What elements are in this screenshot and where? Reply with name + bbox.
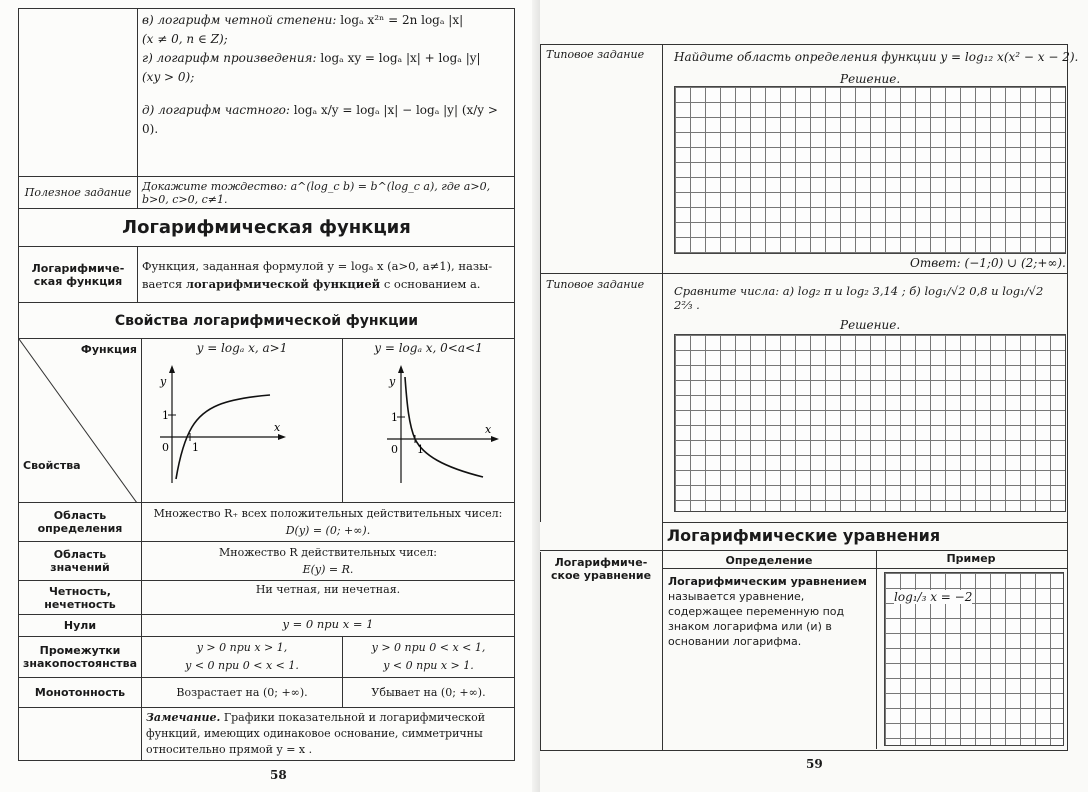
eq-example-head: Пример (946, 552, 996, 565)
definition-label: Логарифмиче-ская функция (19, 247, 138, 303)
note-cell (141, 708, 514, 761)
eq-def-head: Определение (725, 554, 813, 567)
graph1-title: y = logₐ x, a>1 (196, 341, 288, 355)
right-label-column (540, 44, 663, 751)
mono-b: Убывает на (0; +∞). (342, 678, 514, 708)
y-label-2: y (388, 375, 396, 388)
sign-a2: y < 0 при 0 < x < 1. (185, 659, 299, 672)
graph-decreasing (343, 355, 513, 495)
eq-col-divider (876, 550, 877, 749)
log-properties-table (18, 8, 515, 339)
right-page (540, 0, 1088, 792)
section-title-equations: Логарифмические уравнения (666, 526, 941, 545)
properties-table (18, 338, 515, 761)
page-number-right: 59 (806, 757, 823, 771)
row-domain-line2: D(y) = (0; +∞). (285, 524, 371, 537)
eq-def-text: называется уравнение, содержащее переменную под знаком логарифма или (и) в основании логарифма. (668, 590, 845, 648)
graph2-title: y = logₐ x, 0<a<1 (374, 341, 483, 355)
origin-label: 0 (161, 441, 169, 454)
row-parity-label: Четность, нечетность (19, 581, 142, 615)
equation-label: Логарифмиче-ское уравнение (550, 556, 652, 582)
eq-def-bold: Логарифмическим уравнением (668, 575, 867, 588)
useful-task-label: Полезное задание (19, 177, 138, 209)
diagonal-line (19, 339, 137, 503)
task2-solution: Решение. (840, 318, 901, 332)
prop-d-formula: logₐ x/y = logₐ |x| − logₐ |y| (x/y > 0). (142, 103, 498, 136)
row-domain-value (141, 503, 514, 542)
prop-g-cond: (xy > 0); (142, 70, 195, 84)
y-one-label: 1 (161, 409, 169, 422)
eq-definition (668, 574, 872, 649)
task1-answer: Ответ: (−1;0) ∪ (2;+∞). (910, 256, 1066, 270)
prop-g-formula: logₐ xy = logₐ |x| + logₐ |y| (320, 51, 481, 65)
prop-d-label: д) логарифм частного: (142, 103, 290, 117)
row-zeros-label: Нули (19, 615, 142, 637)
definition-text-part1: Функция, заданная формулой y = logₐ x (a>0, a≠1), назы-вается (142, 258, 493, 291)
row-domain-line1: Множество R₊ всех положительных действительных чисел: (153, 507, 503, 520)
row-mono-label: Монотонность (19, 678, 142, 708)
log-curve-decreasing (405, 377, 483, 477)
sign-b1: y > 0 при 0 < x < 1, (371, 641, 486, 654)
useful-task-text: Докажите тождество: a^(log_c b) = b^(log_c a), где a>0, b>0, c>0, c≠1. (138, 177, 515, 209)
task2-text: Сравните числа: а) log₂ π и log₂ 3,14 ; б) log₁/√2 0,8 и log₁/√2 2⅔ . (674, 284, 1044, 312)
diag-properties-label: Свойства (23, 459, 81, 472)
x-arrow-icon-2 (491, 436, 499, 442)
graph-increasing-cell (141, 339, 342, 503)
log-properties-cell (138, 9, 515, 177)
sign-b2: y < 0 при x > 1. (383, 659, 474, 672)
row-range-value (141, 542, 514, 581)
sign-a1: y > 0 при x > 1, (196, 641, 288, 654)
task1-solution: Решение. (840, 72, 901, 86)
definition-text-part2: с основанием a. (380, 276, 481, 291)
task2-label: Типовое задание (546, 278, 645, 291)
empty-label-cell (19, 9, 138, 177)
x-one-label-2: 1 (416, 443, 424, 456)
graph-decreasing-cell (342, 339, 514, 503)
diagonal-header-cell (19, 339, 142, 503)
eq-example: log₁/₃ x = −2 (894, 590, 973, 604)
eq-head-border (662, 568, 1067, 569)
section-bottom-border (540, 550, 1067, 551)
properties-title: Свойства логарифмической функции (19, 303, 515, 339)
page-number-left: 58 (270, 768, 287, 782)
note-text: Графики показательной и логарифмической функций, имеющих одинаковое основание, симметричны относительно прямой y = x . (145, 711, 486, 756)
task1-text: Найдите область определения функции y = log₁₂ x(x² − x − 2). (674, 50, 1079, 64)
y-arrow-icon (169, 365, 175, 373)
prop-v-formula: logₐ x²ⁿ = 2n logₐ |x| (340, 13, 464, 27)
graph-increasing (142, 355, 342, 495)
x-arrow-icon (278, 434, 286, 440)
row-domain-label: Область определения (19, 503, 142, 542)
task2-grid (674, 334, 1066, 512)
row-range-line1: Множество R действительных чисел: (219, 546, 437, 559)
note-title: Замечание. (145, 711, 221, 724)
row-sign-b (342, 637, 514, 678)
section-title-log-function: Логарифмическая функция (19, 209, 515, 247)
definition-text (138, 247, 515, 303)
x-one-label: 1 (191, 441, 199, 454)
task1-grid (674, 86, 1066, 254)
row-range-line2: E(y) = R. (302, 563, 354, 576)
row-range-label: Область значений (19, 542, 142, 581)
y-arrow-icon-2 (398, 365, 404, 373)
prop-v-label: в) логарифм четной степени: (142, 13, 337, 27)
left-page (0, 0, 540, 792)
row-parity-value: Ни четная, ни нечетная. (141, 581, 514, 615)
task1-label: Типовое задание (546, 48, 645, 61)
prop-v-cond: (x ≠ 0, n ∈ Z); (142, 32, 228, 46)
prop-g-label: г) логарифм произведения: (142, 51, 317, 65)
row-sign-label: Промежутки знакопостоянства (19, 637, 142, 678)
x-label-2: x (484, 423, 492, 436)
mono-a: Возрастает на (0; +∞). (141, 678, 342, 708)
x-label: x (273, 421, 281, 434)
definition-bold: логарифмической функцией (185, 276, 381, 291)
task-separator (540, 273, 1067, 274)
diag-function-label: Функция (80, 343, 137, 356)
row-zeros-value: y = 0 при x = 1 (141, 615, 514, 637)
origin-label-2: 0 (390, 443, 398, 456)
y-one-label-2: 1 (390, 411, 398, 424)
row-sign-a (141, 637, 342, 678)
note-empty-cell (19, 708, 142, 761)
y-label: y (159, 375, 167, 388)
